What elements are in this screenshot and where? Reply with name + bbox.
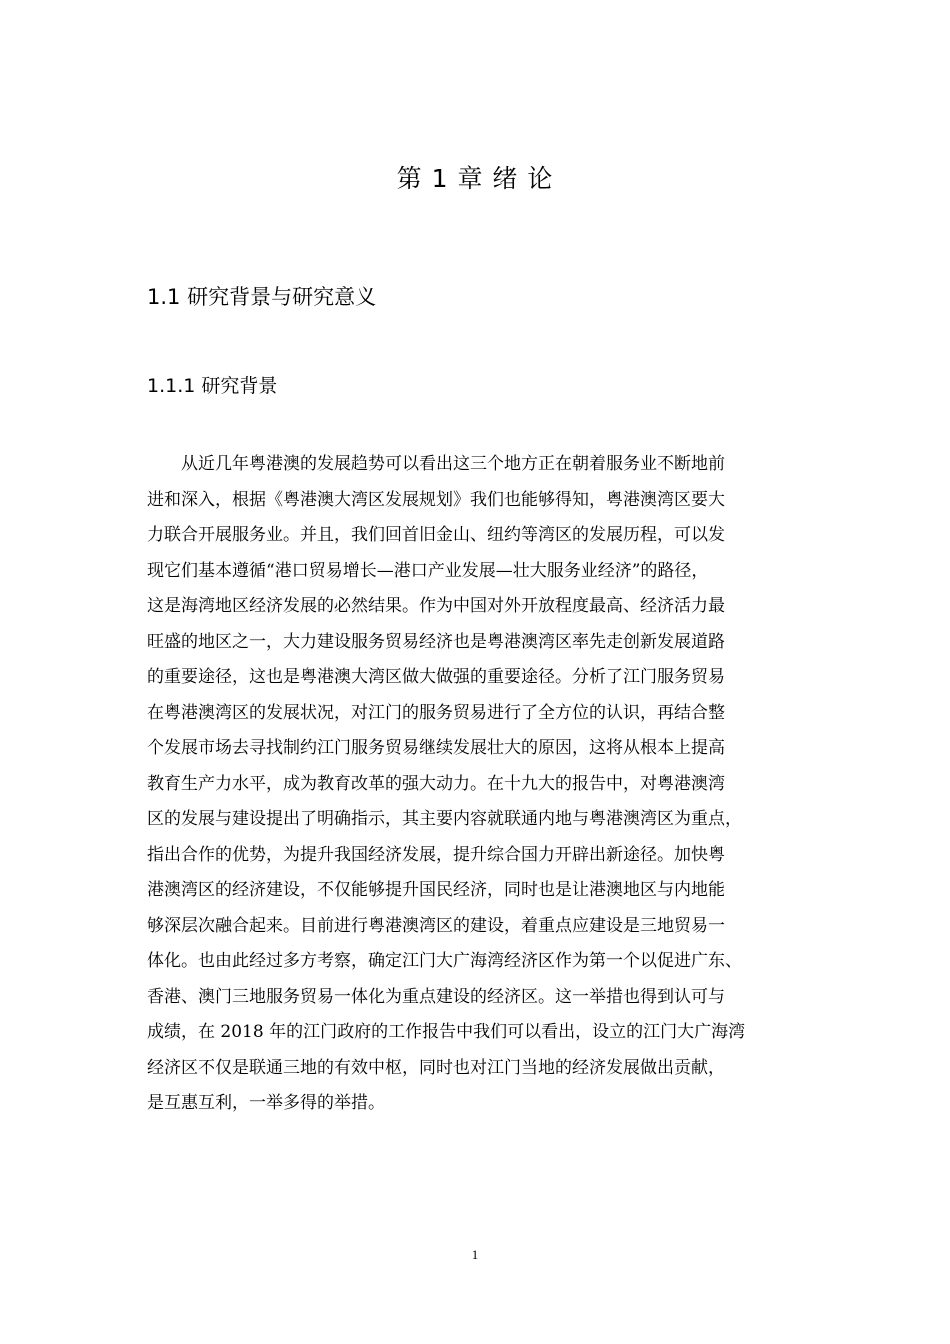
page-number: 1 — [471, 1247, 479, 1262]
paragraph-line: 港澳湾区的经济建设，不仅能够提升国民经济，同时也是让港澳地区与内地能 — [147, 880, 725, 900]
paragraph-line: 指出合作的优势，为提升我国经济发展，提升综合国力开辟出新途径。加快粤 — [147, 844, 725, 865]
paragraph-line: 经济区不仅是联通三地的有效中枢，同时也对江门当地的经济发展做出贡献， — [147, 1057, 725, 1078]
paragraph-line: 这是海湾地区经济发展的必然结果。作为中国对外开放程度最高、经济活力最 — [147, 596, 725, 616]
paragraph-line: 个发展市场去寻找制约江门服务贸易继续发展壮大的原因，这将从根本上提高 — [147, 738, 725, 758]
paragraph-line: 区的发展与建设提出了明确指示，其主要内容就联通内地与粤港澳湾区为重点， — [147, 809, 742, 829]
paragraph-line: 教育生产力水平，成为教育改革的强大动力。在十九大的报告中，对粤港澳湾 — [147, 773, 725, 794]
paragraph-line: 进和深入，根据《粤港澳大湾区发展规划》我们也能够得知，粤港澳湾区要大 — [147, 489, 725, 510]
chapter-title: 第 1 章 绪 论 — [396, 164, 554, 193]
paragraph-line: 从近几年粤港澳的发展趋势可以看出这三个地方正在朝着服务业不断地前 — [181, 454, 725, 474]
paragraph-line: 力联合开展服务业。并且，我们回首旧金山、纽约等湾区的发展历程，可以发 — [147, 525, 725, 545]
paragraph-line: 是互惠互利，一举多得的举措。 — [147, 1093, 385, 1113]
paragraph-line: 在粤港澳湾区的发展状况，对江门的服务贸易进行了全方位的认识，再结合整 — [147, 702, 725, 723]
paragraph-line: 够深层次融合起来。目前进行粤港澳湾区的建设，着重点应建设是三地贸易一 — [147, 915, 725, 936]
paragraph-line: 体化。也由此经过多方考察，确定江门大广海湾经济区作为第一个以促进广东、 — [147, 951, 742, 971]
section-heading: 1.1 研究背景与研究意义 — [147, 285, 377, 309]
paragraph-line: 现它们基本遵循“港口贸易增长—港口产业发展—壮大服务业经济”的路径， — [147, 560, 709, 581]
paragraph-line: 成绩，在 2018 年的江门政府的工作报告中我们可以看出，设立的江门大广海湾 — [147, 1022, 746, 1042]
paragraph-line: 香港、澳门三地服务贸易一体化为重点建设的经济区。这一举措也得到认可与 — [147, 986, 725, 1007]
body-paragraph — [147, 447, 807, 1122]
paragraph-line: 旺盛的地区之一，大力建设服务贸易经济也是粤港澳湾区率先走创新发展道路 — [147, 631, 725, 652]
subsection-heading: 1.1.1 研究背景 — [147, 375, 278, 397]
paragraph-line: 的重要途径，这也是粤港澳大湾区做大做强的重要途径。分析了江门服务贸易 — [147, 667, 725, 687]
